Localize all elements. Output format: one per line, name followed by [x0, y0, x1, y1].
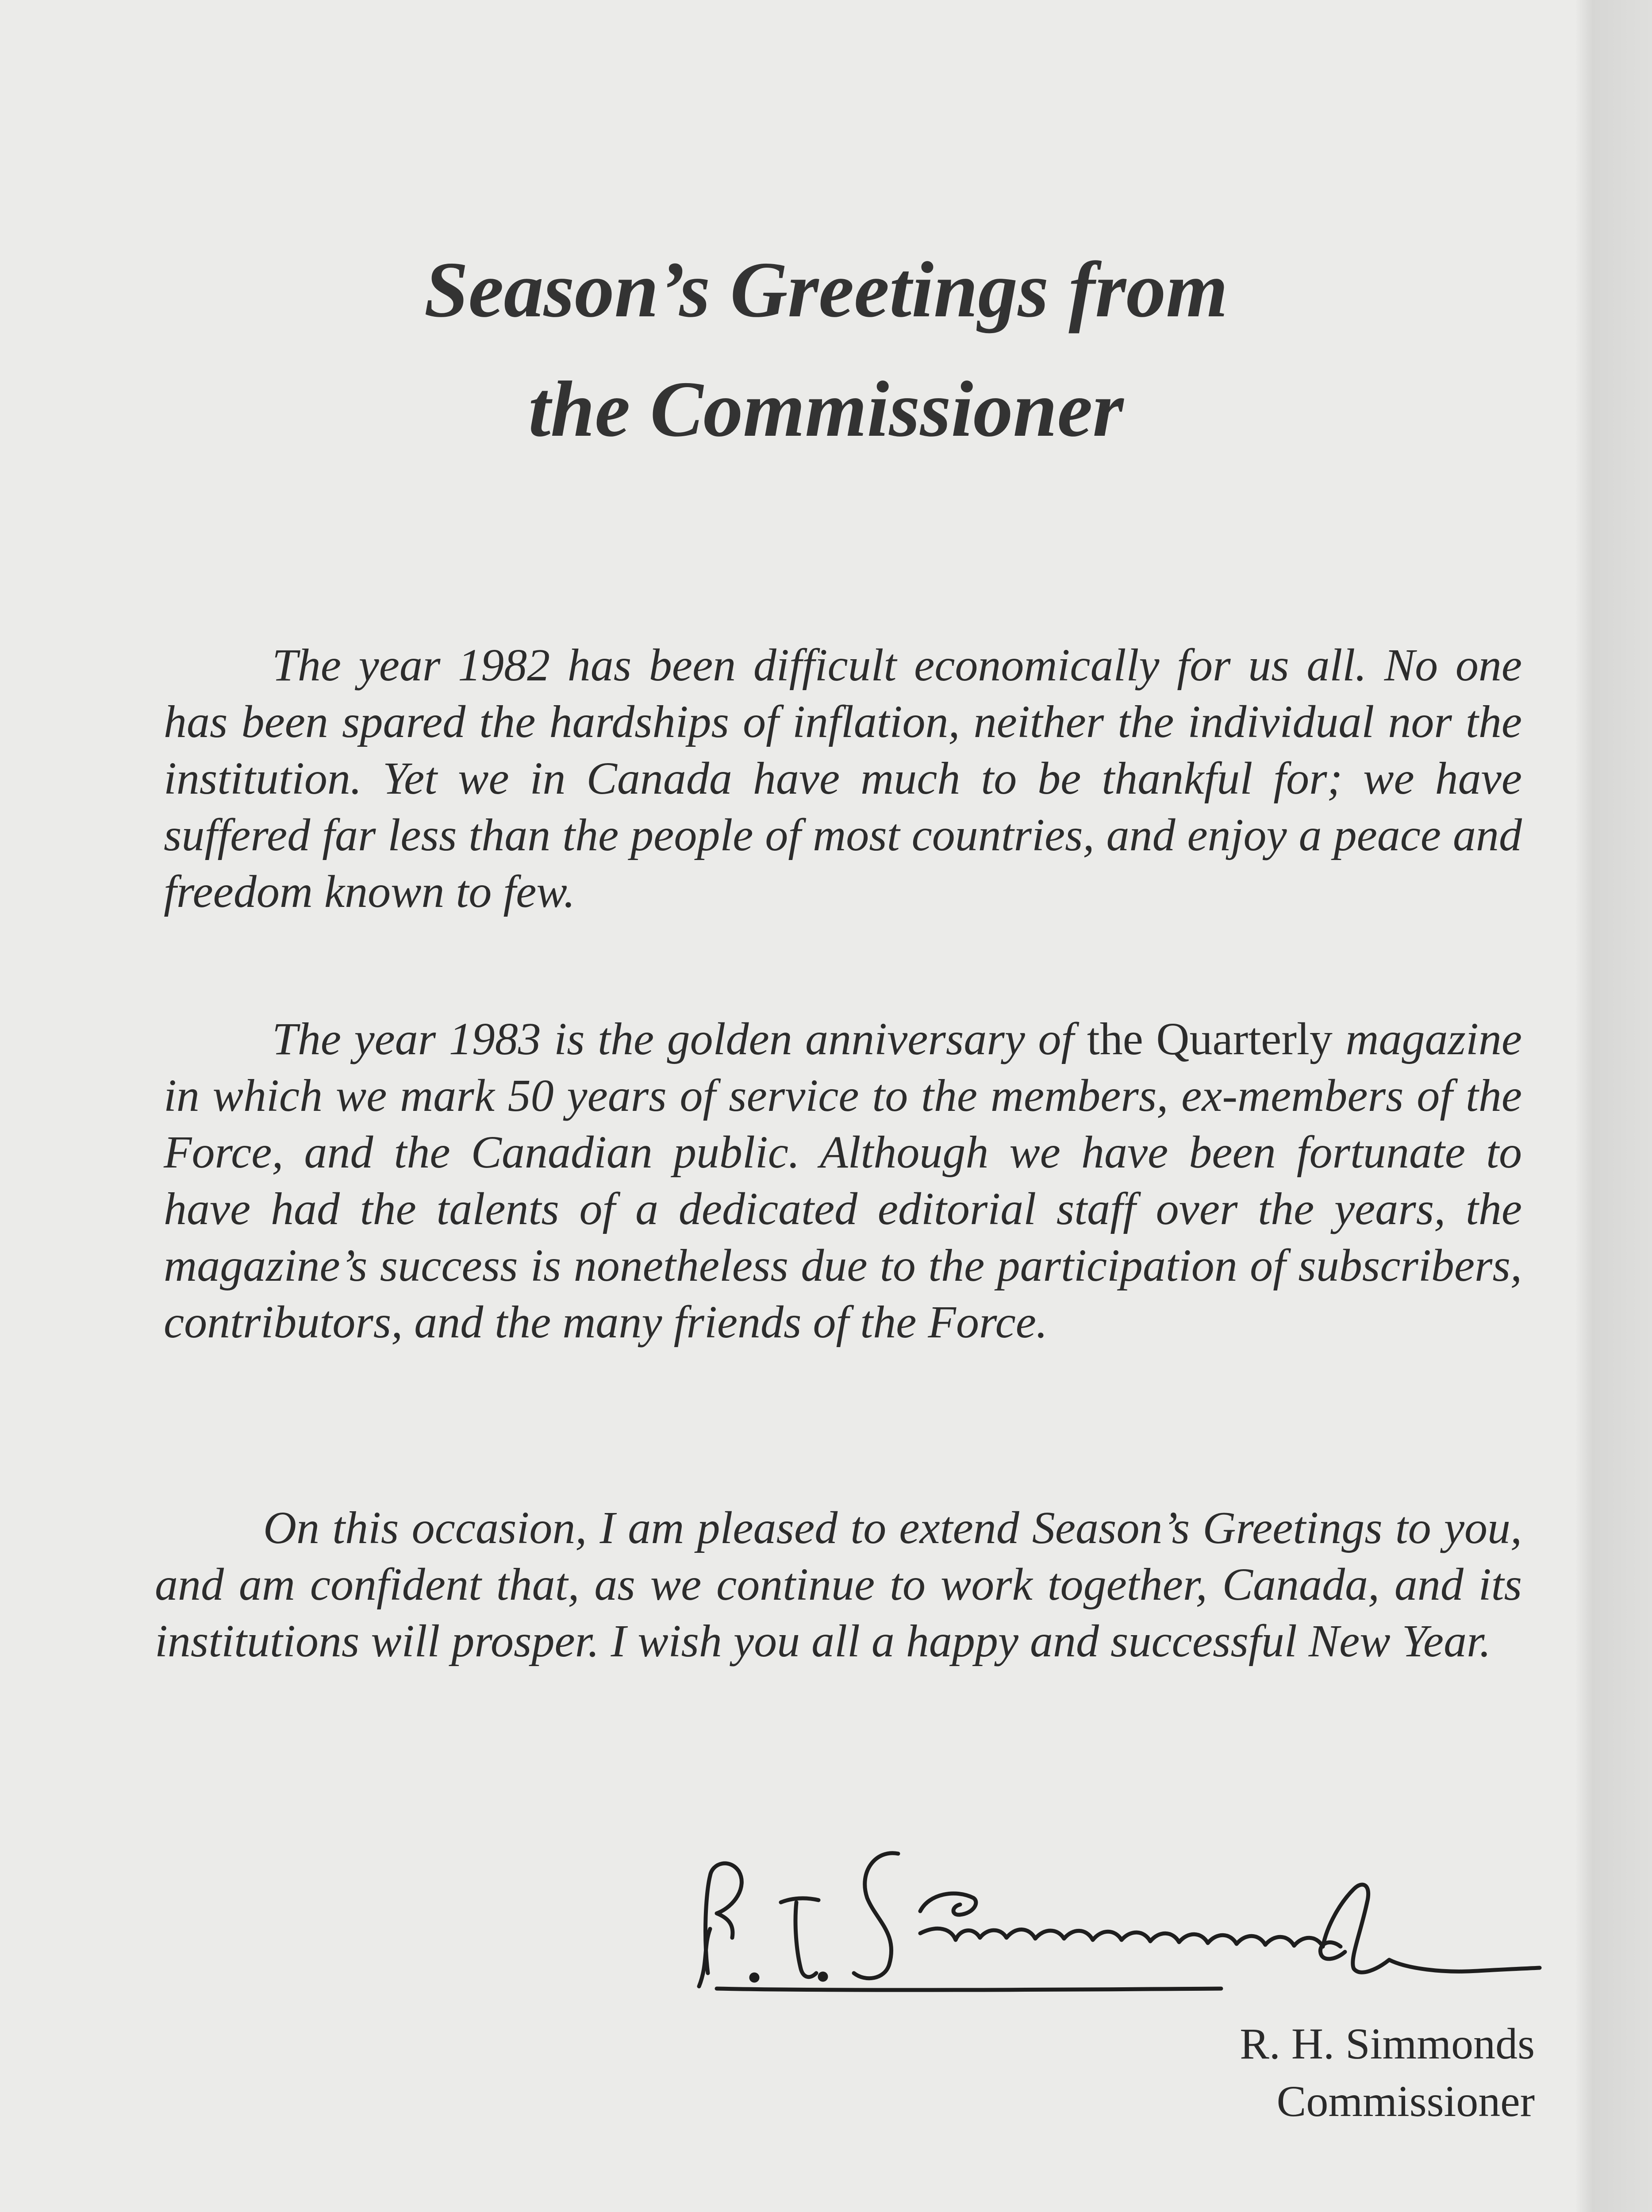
page-title: [0, 230, 1652, 469]
title-line-2: the Commissioner: [528, 365, 1124, 453]
paragraph-2: [164, 1011, 1522, 1351]
signatory-name: R. H. Simmonds: [1240, 2019, 1535, 2068]
paragraph-1: The year 1982 has been difficult economically for us all. No one has been spared the hardships of inflation, neither the individual nor the institution. Yet we in Canada have much to be thankful for; we have suffered far less than the people of most countries, and enjoy a peace and freedom known to few.: [164, 640, 1522, 917]
paragraph-2-end: magazine in which we mark 50 years of service to the members, ex-members of the Force, and the Canadian public. Although we have been fortunate to have had the talents of a dedicated editorial staff over the years, the magazine’s success is nonetheless due to the participation of subscribers, contributors, and the many friends of the Force.: [164, 1014, 1522, 1348]
paragraph-2-start: The year 1983 is the golden anniversary of: [272, 1014, 1087, 1064]
title-line-1: Season’s Greetings from: [424, 246, 1228, 334]
publication-name: the Quarterly: [1087, 1014, 1333, 1064]
signatory-title: Commissioner: [1276, 2077, 1535, 2126]
paragraph-3: On this occasion, I am pleased to extend Season’s Greetings to you, and am confident that, as we continue to work together, Canada, and its institutions will prosper. I wish you all a happy and successful New Year.: [155, 1502, 1522, 1667]
handwritten-signature: [690, 1836, 1548, 2004]
